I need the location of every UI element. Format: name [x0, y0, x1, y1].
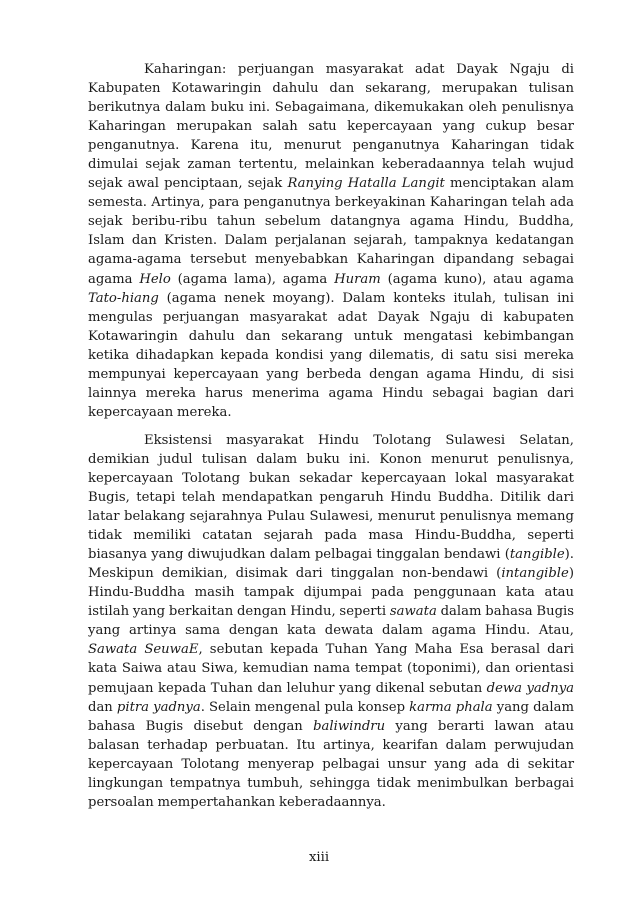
italic-term: intangible — [501, 566, 569, 582]
italic-term: dewa yadnya — [486, 680, 575, 696]
text-run: menciptakan alam semesta. Artinya, para penganutnya berkeyakinan Kaharingan telah ada sejak beribu-ribu tahun sebelum datangnya agama Hindu, Buddha, Islam dan Kristen. Dalam perjalanan sejarah, tampaknya kedatangan agama-agama tersebut menyebabkan Kaharingan dipandang sebagai agama — [88, 176, 575, 287]
text-run: dalam bahasa Bugis yang artinya sama dengan kata dewata dalam agama Hindu. Atau, — [88, 604, 574, 639]
paragraph-kaharingan — [88, 60, 574, 422]
text-run: ) Hindu-Buddha masih tampak dijumpai pada penggunaan kata atau istilah yang berkaitan dengan Hindu, seperti — [88, 566, 574, 620]
italic-term: sawata — [389, 604, 437, 620]
italic-term: Ranying Hatalla Langit — [287, 176, 445, 192]
text-run: , sebutan kepada Tuhan Yang Maha Esa berasal dari kata Saiwa atau Siwa, kemudian nama tempat (toponimi), dan orientasi pemujaan kepada Tuhan dan leluhur yang dikenal sebutan — [88, 642, 575, 696]
text-run: (agama kuno), atau agama — [380, 271, 575, 287]
text-run: ). Meskipun demikian, disimak dari tinggalan non-bendawi ( — [88, 547, 574, 582]
text-run: (agama nenek moyang). Dalam konteks itulah, tulisan ini mengulas perjuangan masyarakat adat Dayak Ngaju di kabupaten Kotawaringin dahulu dan sekarang untuk mengatasi kebimbangan ketika dihadapkan kepada kondisi yang dilematis, di satu sisi mereka mempunyai kepercayaan yang berbeda dengan agama Hindu, di sisi lainnya mereka harus menerima agama Hindu sebagai bagian dari kepercayaan mereka. — [88, 290, 574, 420]
text-run: dan — [88, 699, 117, 715]
italic-term: Huram — [334, 271, 381, 287]
paragraph-tolotang — [88, 431, 574, 812]
text-run: Eksistensi masyarakat Hindu Tolotang Sulawesi Selatan, demikian judul tulisan dalam buku ini. Konon menurut penulisnya, kepercayaan Tolotang bukan sekadar kepercayaan lokal masyarakat Bugis, tetapi telah mendapatkan pengaruh Hindu Buddha. Ditilik dari latar belakang sejarahnya Pulau Sulawesi, menurut penulisnya memang tidak memiliki catatan sejarah pada masa Hindu-Buddha, seperti biasanya yang diwujudkan dalam pelbagai tinggalan bendawi ( — [88, 432, 574, 563]
text-run: yang dalam bahasa Bugis disebut dengan — [88, 699, 574, 734]
text-run: Kaharingan: perjuangan masyarakat adat Dayak Ngaju di Kabupaten Kotawaringin dahulu dan sekarang, merupakan tulisan berikutnya dalam buku ini. Sebagaimana, dikemukakan oleh penulisnya Kaharingan merupakan salah satu kepercayaan yang cukup besar penganutnya. Karena itu, menurut penganutnya Kaharingan tidak dimulai sejak zaman tertentu, melainkan keberadaannya telah wujud sejak awal penciptaan, sejak — [88, 62, 574, 192]
text-run: . Selain mengenal pula konsep — [200, 699, 410, 715]
italic-term: pitra yadnya — [116, 699, 201, 715]
page-number: xiii — [308, 850, 330, 865]
italic-term: Helo — [139, 271, 171, 287]
italic-term: Tato-hiang — [88, 290, 159, 306]
italic-term: karma phala — [409, 699, 493, 715]
text-run: (agama lama), agama — [170, 271, 335, 287]
text-run: yang berarti lawan atau balasan terhadap perbuatan. Itu artinya, kearifan dalam perwujudan kepercayaan Tolotang menyerap pelbagai unsur yang ada di sekitar lingkungan tempatnya tumbuh, sehingga tidak menimbulkan berbagai persoalan mempertahankan keberadaannya. — [88, 718, 575, 810]
italic-term: tangible — [509, 547, 565, 563]
page-body — [88, 60, 574, 812]
italic-term: baliwindru — [313, 718, 386, 734]
italic-term: Sawata SeuwaE — [88, 642, 199, 658]
